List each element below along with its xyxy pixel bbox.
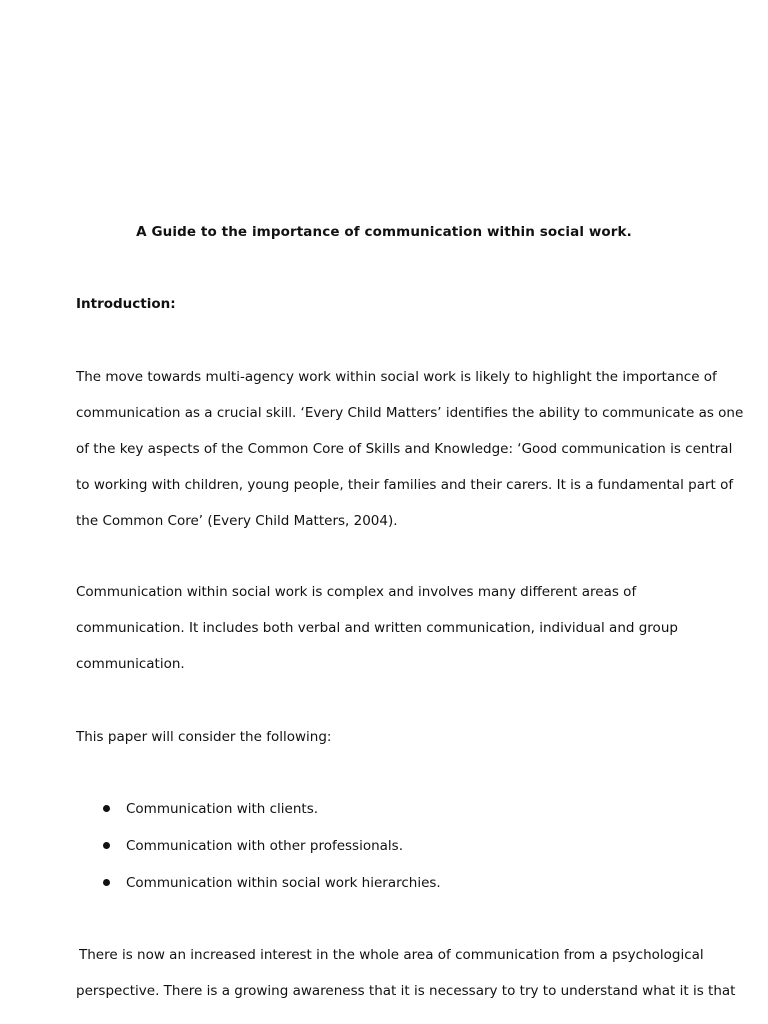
list-item bbox=[76, 791, 441, 828]
paragraph-line: communication as a crucial skill. ‘Every Child Matters’ identifies the ability to communicate as one bbox=[76, 405, 744, 421]
bullet-icon bbox=[103, 879, 110, 886]
paragraph-line: There is now an increased interest in the whole area of communication from a psychological bbox=[79, 947, 704, 963]
paragraph-line: of the key aspects of the Common Core of Skills and Knowledge: ‘Good communication is central bbox=[76, 441, 733, 457]
paragraph-line: perspective. There is a growing awareness that it is necessary to try to understand what it is that bbox=[76, 983, 736, 999]
list-item-text: Communication within social work hierarchies. bbox=[126, 875, 441, 891]
paragraph-line: to working with children, young people, their families and their carers. It is a fundamental part of bbox=[76, 477, 734, 493]
paragraph-psychology bbox=[76, 937, 736, 1009]
paragraph-line: communication. bbox=[76, 656, 185, 672]
list-item-text: Communication with clients. bbox=[126, 801, 319, 817]
list-item bbox=[76, 865, 441, 902]
paragraph-scope bbox=[76, 719, 706, 755]
bullet-list bbox=[76, 791, 441, 902]
paragraph-complexity bbox=[76, 574, 706, 682]
list-item bbox=[76, 828, 441, 865]
paragraph-line: The move towards multi-agency work within social work is likely to highlight the importance of bbox=[76, 369, 717, 385]
section-heading: Introduction: bbox=[76, 296, 176, 312]
paragraph-line: the Common Core’ (Every Child Matters, 2004). bbox=[76, 513, 398, 529]
paragraph-line: This paper will consider the following: bbox=[76, 729, 332, 745]
list-item-text: Communication with other professionals. bbox=[126, 838, 404, 854]
paragraph-intro bbox=[76, 359, 744, 539]
bullet-icon bbox=[103, 842, 110, 849]
document-title: A Guide to the importance of communication within social work. bbox=[136, 224, 632, 240]
bullet-icon bbox=[103, 805, 110, 812]
paragraph-line: Communication within social work is complex and involves many different areas of bbox=[76, 584, 637, 600]
paragraph-line: communication. It includes both verbal and written communication, individual and group bbox=[76, 620, 678, 636]
